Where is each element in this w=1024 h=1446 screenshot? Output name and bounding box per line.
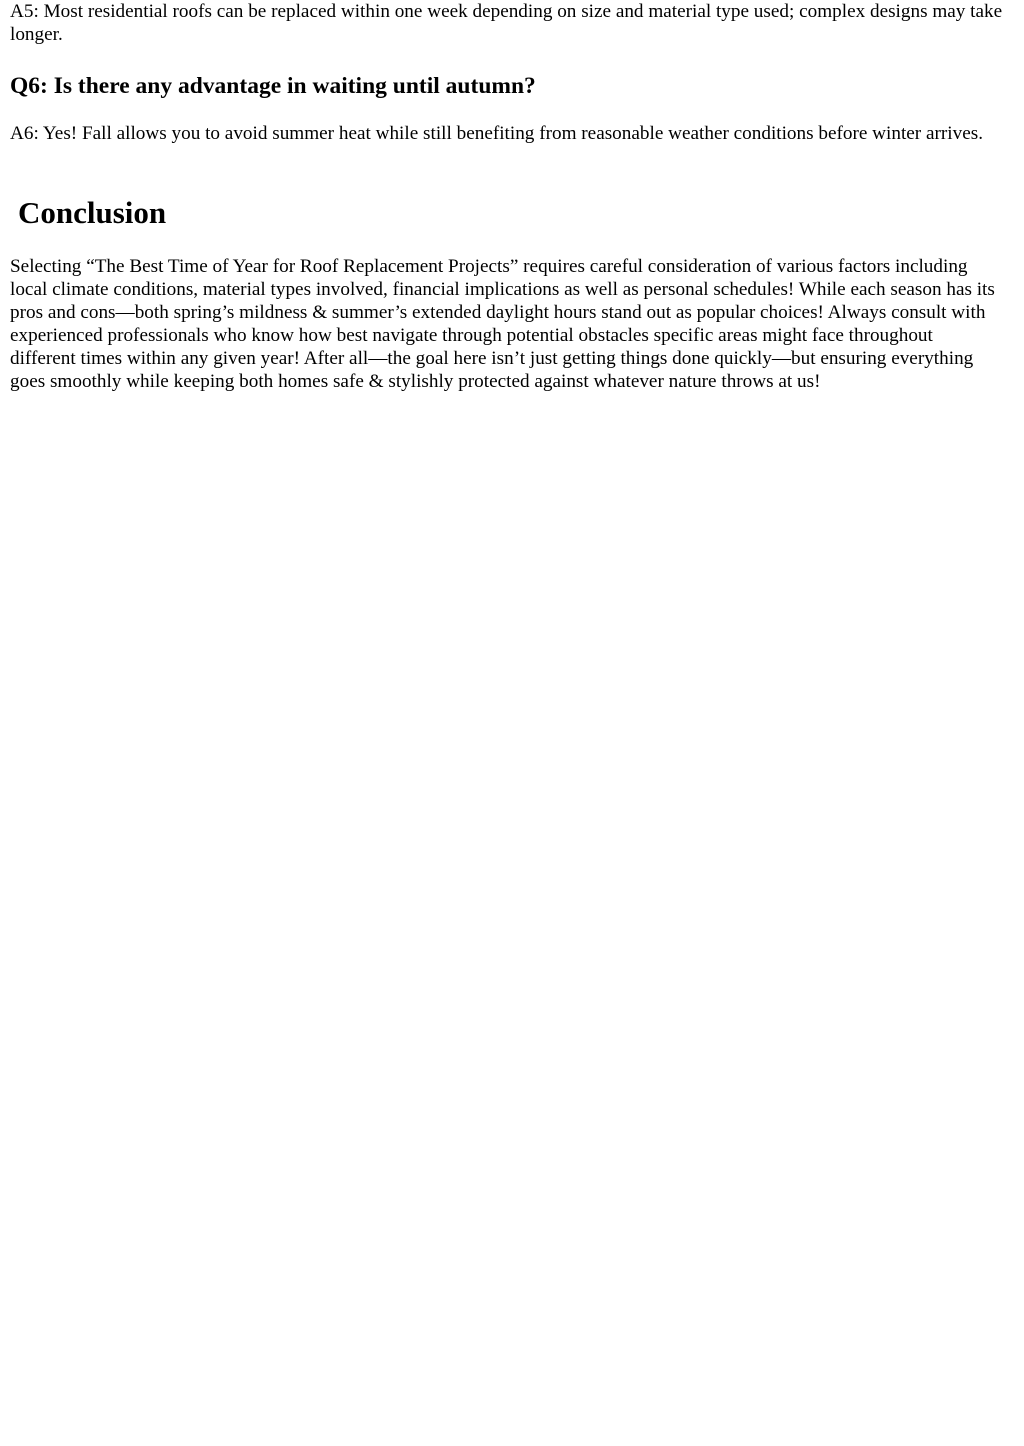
answer-6-text: A6: Yes! Fall allows you to avoid summer heat while still benefiting from reasonable weather conditions before winter arrives. xyxy=(10,123,983,144)
conclusion-heading: Conclusion xyxy=(18,195,167,230)
conclusion-paragraph: Selecting “The Best Time of Year for Roof Replacement Projects” requires careful consideration of various factors including local climate conditions, material types involved, financial implications as well as personal schedules! While each season has its pros and cons—both spring’s mildness & summer’s extended daylight hours stand out as popular choices! Always consult with experienced professionals who know how best navigate through potential obstacles specific areas might face throughout different times within any given year! After all—the goal here isn’t just getting things done quickly—but ensuring everything goes smoothly while keeping both homes safe & stylishly protected against whatever nature throws at us! xyxy=(10,256,995,392)
question-6-heading: Q6: Is there any advantage in waiting until autumn? xyxy=(10,73,536,99)
answer-5-text: A5: Most residential roofs can be replaced within one week depending on size and material type used; complex designs may take longer. xyxy=(10,1,1003,45)
